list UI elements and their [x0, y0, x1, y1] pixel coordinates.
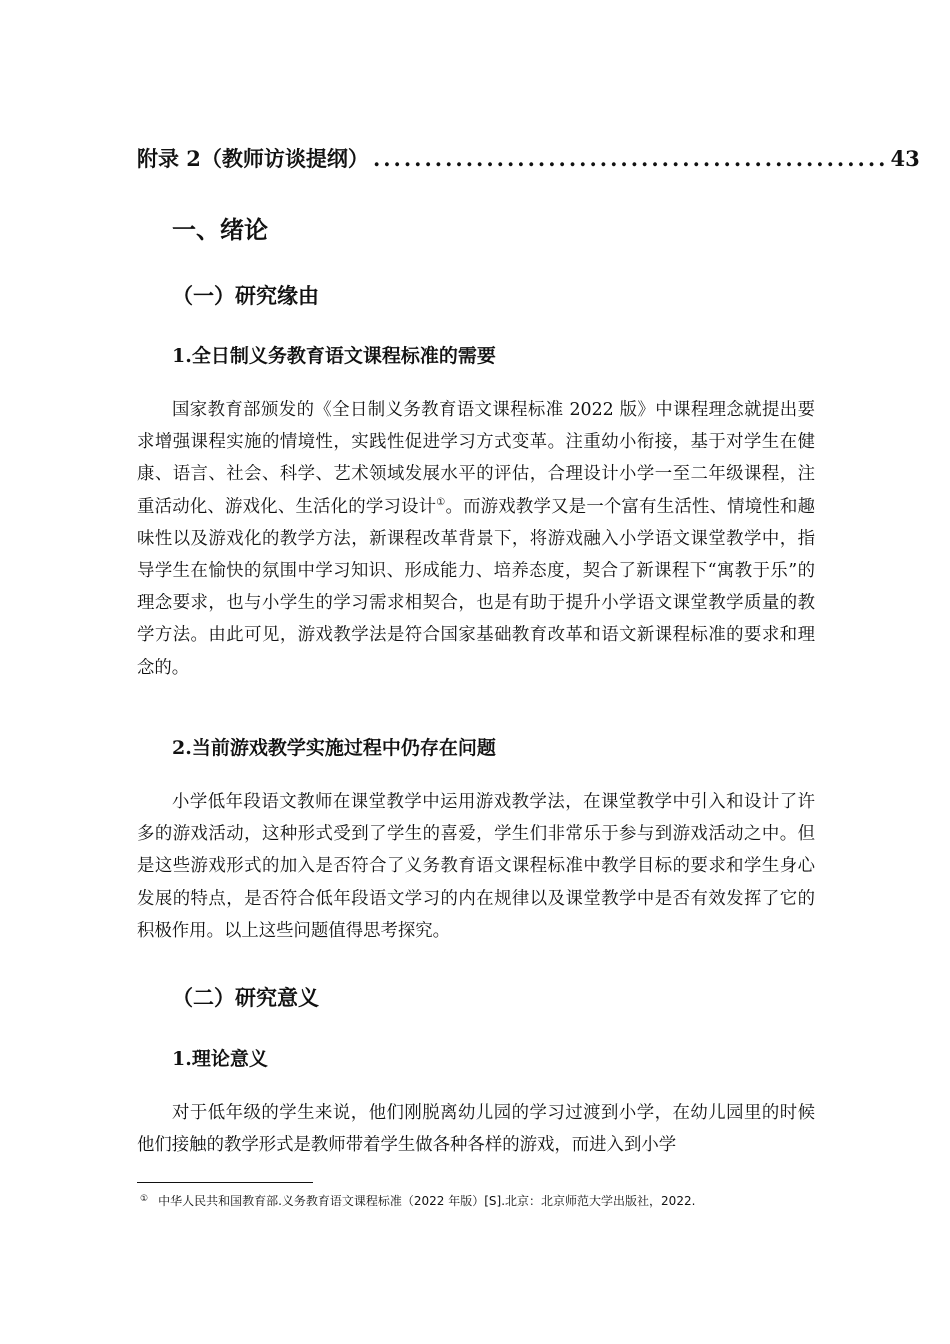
paragraph-theoretical-significance: 对于低年级的学生来说，他们刚脱离幼儿园的学习过渡到小学，在幼儿园里的时候他们接触的教学形式是教师带着学生做各种各样的游戏，而进入到小学 — [137, 1103, 815, 1156]
footnote-1 — [140, 1190, 695, 1210]
chapter-heading-introduction: 一、绪论 — [172, 215, 268, 244]
subsection-heading-theoretical-significance: 1.理论意义 — [172, 1048, 268, 1070]
toc-entry-title: 附录 2（教师访谈提纲） — [137, 146, 369, 171]
section-heading-research-significance: （二）研究意义 — [172, 985, 319, 1010]
toc-leader-dots: .................................................. — [372, 146, 889, 171]
footnote-reference-mark[interactable]: ① — [436, 496, 446, 508]
footnote-separator — [137, 1182, 313, 1183]
section-heading-research-reason: （一）研究缘由 — [172, 283, 319, 308]
toc-entry-appendix-2[interactable] — [137, 143, 920, 177]
footnote-mark: ① — [140, 1194, 149, 1204]
subsection-heading-current-problems: 2.当前游戏教学实施过程中仍存在问题 — [172, 737, 496, 759]
toc-entry-page-number: 43 — [890, 146, 920, 171]
paragraph-curriculum-standard — [137, 394, 815, 684]
paragraph-text-part-1: 国家教育部颁发的《全日制义务教育语文课程标准 2022 版》中课程理念就提出要求增强课程实施的情境性，实践性促进学习方式变革。注重幼小衔接，基于对学生在健康、语言、社会、科学、艺术领域发展水平的评估，合理设计小学一至二年级课程，注重活动化、游戏化、生活化的学习设计 — [137, 400, 815, 517]
paragraph-text-part-2: 。而游戏教学又是一个富有生活性、情境性和趣味性以及游戏化的教学方法，新课程改革背景下，将游戏融入小学语文课堂教学中，指导学生在愉快的氛围中学习知识、形成能力、培养态度，契合了新课程下“寓教于乐”的理念要求，也与小学生的学习需求相契合，也是有助于提升小学语文课堂教学质量的教学方法。由此可见，游戏教学法是符合国家基础教育改革和语文新课程标准的要求和理念的。 — [137, 496, 815, 678]
footnote-text: 中华人民共和国教育部.义务教育语文课程标准（2022 年版）[S].北京：北京师范大学出版社，2022. — [158, 1194, 696, 1208]
paragraph-current-problems: 小学低年段语文教师在课堂教学中运用游戏教学法，在课堂教学中引入和设计了许多的游戏活动，这种形式受到了学生的喜爱，学生们非常乐于参与到游戏活动之中。但是这些游戏形式的加入是否符合了义务教育语文课程标准中教学目标的要求和学生身心发展的特点，是否符合低年段语文学习的内在规律以及课堂教学中是否有效发挥了它的积极作用。以上这些问题值得思考探究。 — [137, 792, 815, 941]
subsection-heading-curriculum-standard: 1.全日制义务教育语文课程标准的需要 — [172, 345, 496, 367]
